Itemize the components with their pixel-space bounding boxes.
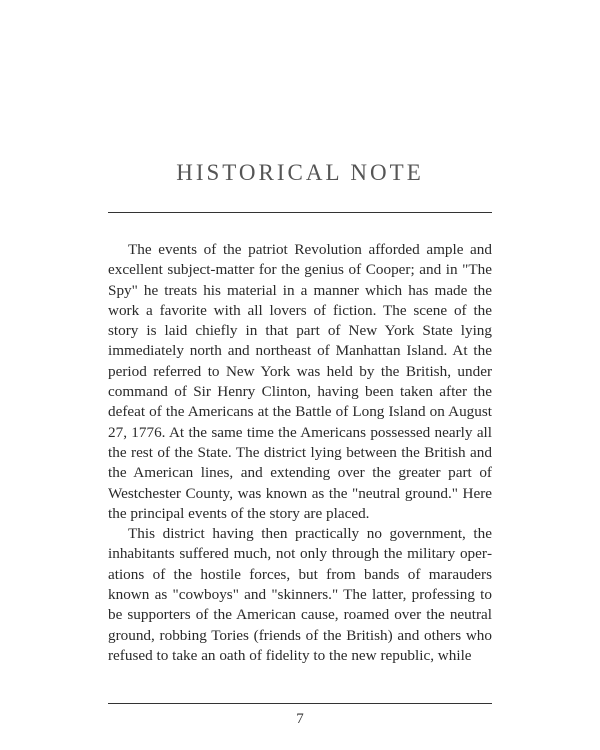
- paragraph-1: The events of the patriot Revolution afforded ample and excellent subject-matter for the genius of Cooper; and in "The Spy" he treats his material in a manner which has made the work a favorite with all lovers of fiction. The scene of the story is laid chiefly in that part of New York State lying immediately north and northeast of Manhattan Island. At the period referred to New York was held by the British, under command of Sir Henry Clinton, having been taken after the defeat of the Americans at the Battle of Long Island on August 27, 1776. At the same time the Americans possessed nearly all the rest of the State. The district lying between the British and the American lines, and extending over the greater part of Westchester County, was known as the "neutral ground." Here the principal events of the story are placed.: [108, 241, 492, 522]
- footer-divider: [108, 703, 492, 704]
- chapter-title: HISTORICAL NOTE: [176, 160, 424, 185]
- page-number: 7: [296, 711, 304, 727]
- body-text: [108, 240, 492, 666]
- paragraph-2: This district having then practically no government, the inhabitants suffered much, not only through the military operations of the hostile forces, but from bands of marauders known as "cowboys" and "skinners." The latter, professing to be supporters of the American cause, roamed over the neutral ground, robbing Tories (friends of the British) and others who refused to take an oath of fidelity to the new republic, while: [108, 525, 492, 664]
- title-divider: [108, 212, 492, 213]
